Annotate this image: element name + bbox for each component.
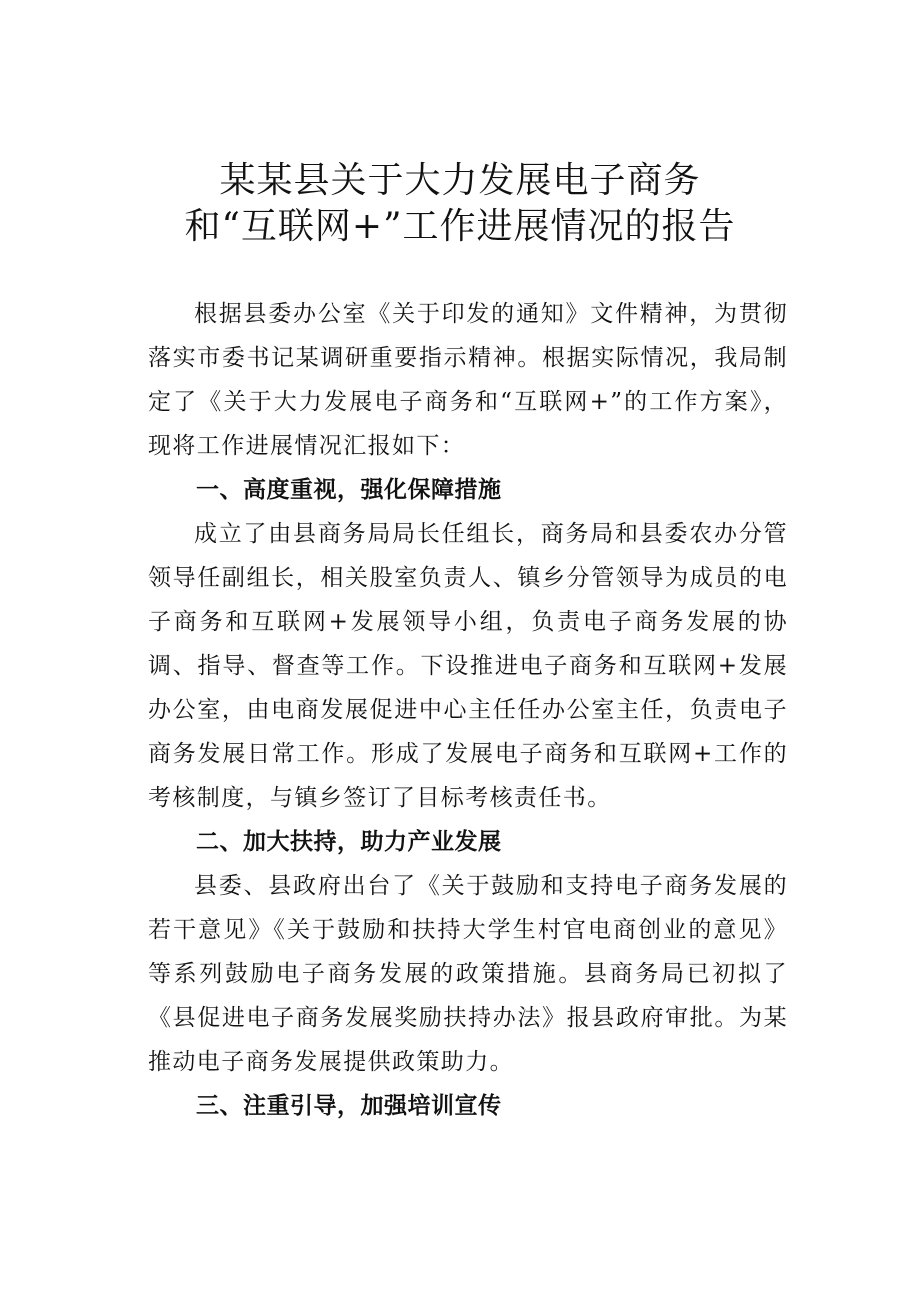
intro-paragraph: 根据县委办公室《关于印发的通知》文件精神，为贯彻落实市委书记某调研重要指示精神。根据实际情况，我局制定了《关于大力发展电子商务和“互联网+”的工作方案》，现将工作进展情况汇报如下： <box>148 301 788 459</box>
document-title-line-2: 和“互联网+”工作进展情况的报告 <box>184 206 736 247</box>
section-heading-3: 三、注重引导，加强培训宣传 <box>196 1093 502 1119</box>
section-heading-2: 二、加大扶持，助力产业发展 <box>196 829 502 855</box>
document-title-line-1: 某某县关于大力发展电子商务 <box>219 160 701 201</box>
section-heading-1: 一、高度重视，强化保障措施 <box>196 477 502 503</box>
section-paragraph-2: 县委、县政府出台了《关于鼓励和支持电子商务发展的若干意见》《关于鼓励和扶持大学生村官电商创业的意见》等系列鼓励电子商务发展的政策措施。县商务局已初拟了《县促进电子商务发展奖励扶持办法》报县政府审批。为某推动电子商务发展提供政策助力。 <box>148 873 788 1075</box>
section-paragraph-1: 成立了由县商务局局长任组长，商务局和县委农办分管领导任副组长，相关股室负责人、镇乡分管领导为成员的电子商务和互联网+发展领导小组，负责电子商务发展的协调、指导、督查等工作。下设推进电子商务和互联网+发展办公室，由电商发展促进中心主任任办公室主任，负责电子商务发展日常工作。形成了发展电子商务和互联网+工作的考核制度，与镇乡签订了目标考核责任书。 <box>148 521 788 811</box>
